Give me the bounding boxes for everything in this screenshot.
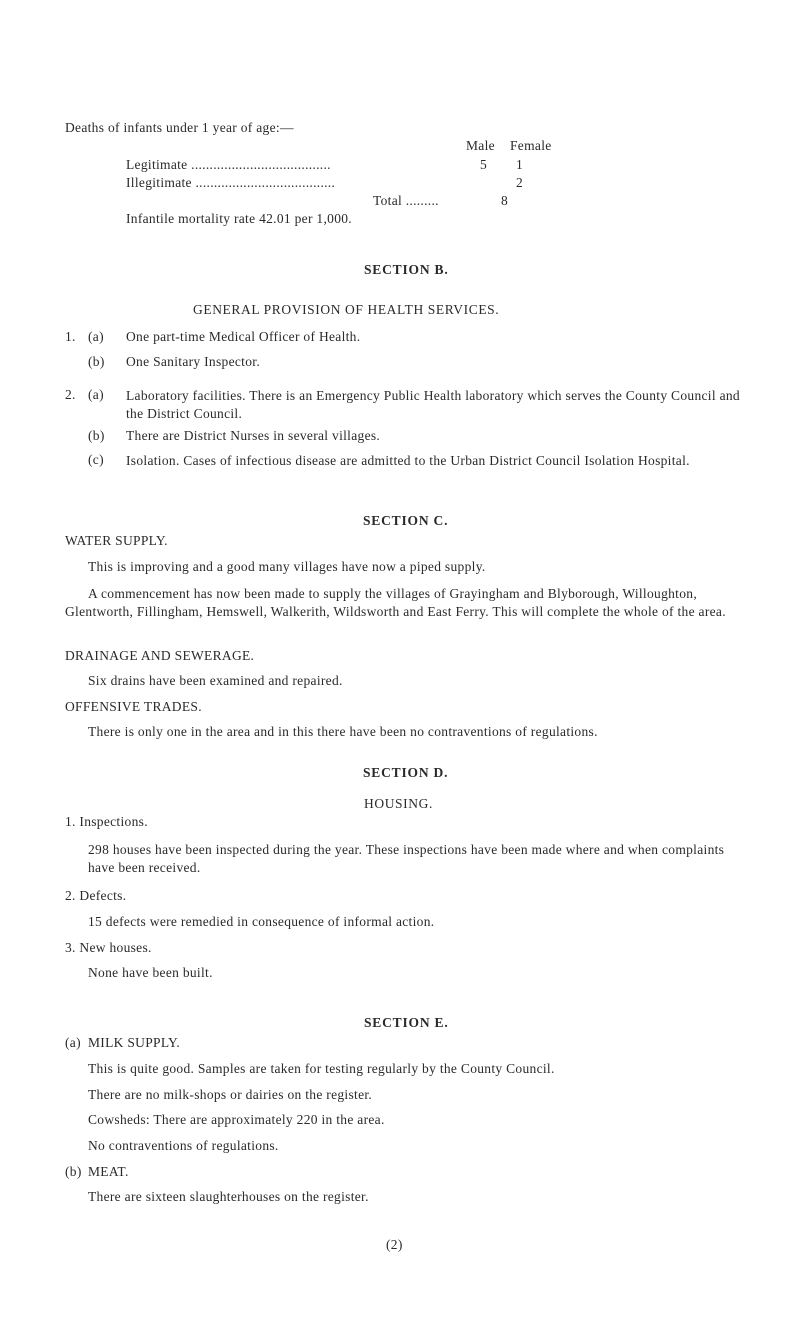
- water-supply-paragraph-2: A commencement has now been made to supply the villages of Grayingham and Blyborough, Willoughton, Glentworth, Fillingham, Hemswell, Walkerith, Wildsworth and East Ferry. This will complete the whole of the area.: [65, 586, 726, 619]
- milk-supply-paragraph-2: There are no milk-shops or dairies on the register.: [88, 1087, 373, 1102]
- section-b-item2b-marker: (b): [88, 428, 105, 443]
- female-column-header: Female: [510, 138, 552, 153]
- new-houses-text: None have been built.: [88, 965, 213, 980]
- milk-supply-paragraph-3: Cowsheds: There are approximately 220 in the area.: [88, 1112, 385, 1127]
- offensive-trades-title: OFFENSIVE TRADES.: [65, 699, 202, 714]
- meat-title: MEAT.: [88, 1164, 129, 1179]
- housing-subheading: HOUSING.: [364, 796, 433, 811]
- water-supply-title: WATER SUPPLY.: [65, 533, 168, 548]
- drainage-title: DRAINAGE AND SEWERAGE.: [65, 648, 255, 663]
- infantile-mortality-rate: Infantile mortality rate 42.01 per 1,000.: [126, 211, 352, 226]
- milk-supply-paragraph-1: This is quite good. Samples are taken for testing regularly by the County Council.: [88, 1061, 555, 1076]
- section-b-item2b-text: There are District Nurses in several villages.: [126, 428, 381, 443]
- milk-supply-paragraph-4: No contraventions of regulations.: [88, 1138, 279, 1153]
- total-label: Total .........: [373, 193, 439, 208]
- section-b-item2-number: 2.: [65, 387, 76, 402]
- meat-text: There are sixteen slaughterhouses on the register.: [88, 1189, 369, 1204]
- section-b-item1a-marker: (a): [88, 329, 104, 344]
- new-houses-title: 3. New houses.: [65, 940, 152, 955]
- section-b-item2c-marker: (c): [88, 452, 104, 467]
- milk-supply-marker: (a): [65, 1035, 81, 1050]
- section-b-subheading: GENERAL PROVISION OF HEALTH SERVICES.: [193, 302, 500, 317]
- section-b-heading: SECTION B.: [364, 262, 449, 277]
- section-b-item1-number: 1.: [65, 329, 76, 344]
- water-supply-paragraph-1: This is improving and a good many villages have now a piped supply.: [88, 559, 486, 574]
- section-e-heading: SECTION E.: [364, 1015, 449, 1030]
- defects-title: 2. Defects.: [65, 888, 127, 903]
- section-b-item2a-marker: (a): [88, 387, 104, 402]
- page-number: (2): [386, 1237, 403, 1252]
- section-b-item2a-text: Laboratory facilities. There is an Emergency Public Health laboratory which serves the County Council and the District Council.: [126, 388, 740, 421]
- defects-text: 15 defects were remedied in consequence of informal action.: [88, 914, 435, 929]
- male-column-header: Male: [466, 138, 495, 153]
- section-b-item1a-text: One part-time Medical Officer of Health.: [126, 329, 361, 344]
- infant-deaths-intro: Deaths of infants under 1 year of age:—: [65, 120, 294, 135]
- milk-supply-title: MILK SUPPLY.: [88, 1035, 181, 1050]
- section-b-item2c-text: Isolation. Cases of infectious disease are admitted to the Urban District Council Isolation Hospital.: [126, 453, 690, 468]
- illegitimate-female-value: 2: [515, 175, 523, 190]
- legitimate-female-value: 1: [515, 157, 523, 172]
- section-d-heading: SECTION D.: [363, 765, 449, 780]
- drainage-text: Six drains have been examined and repaired.: [88, 673, 343, 688]
- offensive-trades-text: There is only one in the area and in this there have been no contraventions of regulations.: [88, 724, 598, 739]
- inspections-title: 1. Inspections.: [65, 814, 148, 829]
- inspections-text: 298 houses have been inspected during the year. These inspections have been made where and when complaints have been received.: [88, 842, 725, 875]
- total-value: 8: [500, 193, 508, 208]
- legitimate-male-value: 5: [479, 157, 487, 172]
- meat-marker: (b): [65, 1164, 82, 1179]
- illegitimate-label: Illegitimate ......................................: [126, 175, 336, 190]
- section-b-item1b-text: One Sanitary Inspector.: [126, 354, 260, 369]
- section-c-heading: SECTION C.: [363, 513, 449, 528]
- section-b-item1b-marker: (b): [88, 354, 105, 369]
- legitimate-label: Legitimate ......................................: [126, 157, 331, 172]
